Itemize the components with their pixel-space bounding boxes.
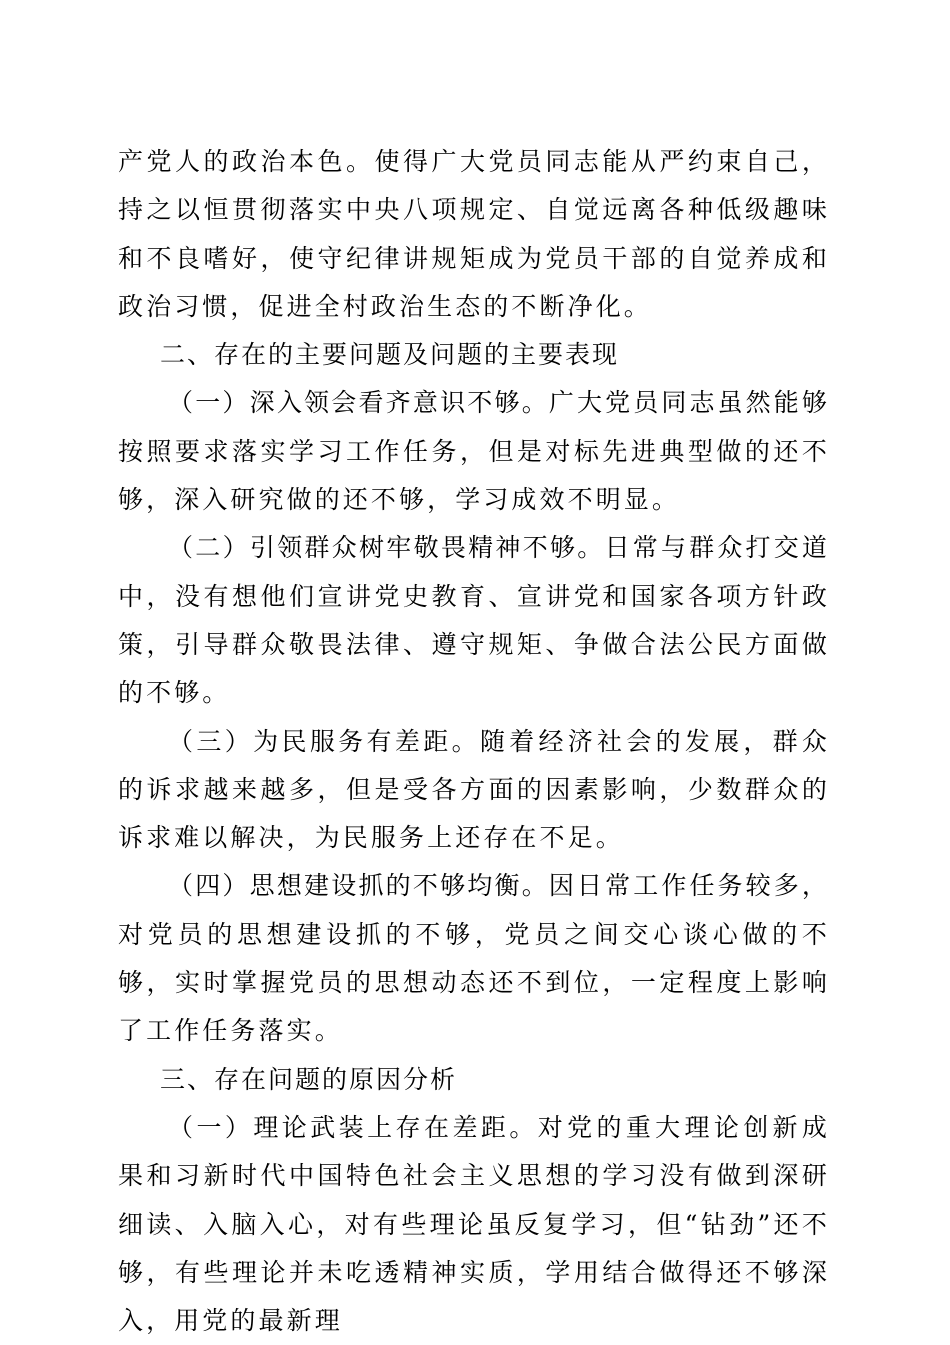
paragraph-text: 因日常工作任务较多，对党员的思想建设抓的不够，党员之间交心谈心做的不够，实时掌握党员的思想动态还不到位，一定程度上影响了工作任务落实。 (118, 871, 830, 1046)
paragraph-lead: （三）为民服务有差距。 (168, 726, 480, 756)
paragraph-text: 对党的重大理论创新成果和习新时代中国特色社会主义思想的学习没有做到深研细读、入脑入心，对有些理论虽反复学习，但“钻劲”还不够，有些理论并未吃透精神实质，学用结合做得还不够深入，用党的最新理 (118, 1112, 830, 1336)
paragraph-text: 产党人的政治本色。使得广大党员同志能从严约束自己，持之以恒贯彻落实中央八项规定、自觉远离各种低级趣味和不良嗜好，使守纪律讲规矩成为党员干部的自觉养成和政治习惯，促进全村政治生态的不断净化。 (118, 147, 830, 321)
section-heading-main-problems: 二、存在的主要问题及问题的主要表现 (160, 340, 620, 370)
paragraph-cause-1 (118, 1104, 830, 1345)
paragraph-lead: （二）引领群众树牢敬畏精神不够。 (168, 533, 605, 563)
paragraph-text: 随着经济社会的发展，群众的诉求越来越多，但是受各方面的因素影响，少数群众的诉求难以解决，为民服务上还存在不足。 (118, 726, 830, 853)
paragraph-lead: （一）理论武装上存在差距。 (168, 1112, 538, 1142)
paragraph-problem-2 (118, 524, 830, 717)
paragraph-problem-1 (118, 379, 830, 524)
paragraph-political-ecology (118, 138, 830, 331)
paragraph-text: 日常与群众打交道中，没有想他们宣讲党史教育、宣讲党和国家各项方针政策，引导群众敬畏法律、遵守规矩、争做合法公民方面做的不够。 (118, 533, 830, 708)
paragraph-lead: （四）思想建设抓的不够均衡。 (168, 871, 549, 901)
section-heading-cause-analysis: 三、存在问题的原因分析 (160, 1064, 458, 1094)
paragraph-text: 广大党员同志虽然能够按照要求落实学习工作任务，但是对标先进典型做的还不够，深入研究做的还不够，学习成效不明显。 (118, 388, 830, 515)
paragraph-lead: （一）深入领会看齐意识不够。 (168, 388, 549, 418)
paragraph-problem-3 (118, 718, 830, 863)
paragraph-problem-4 (118, 862, 830, 1055)
document-body (118, 138, 830, 1345)
